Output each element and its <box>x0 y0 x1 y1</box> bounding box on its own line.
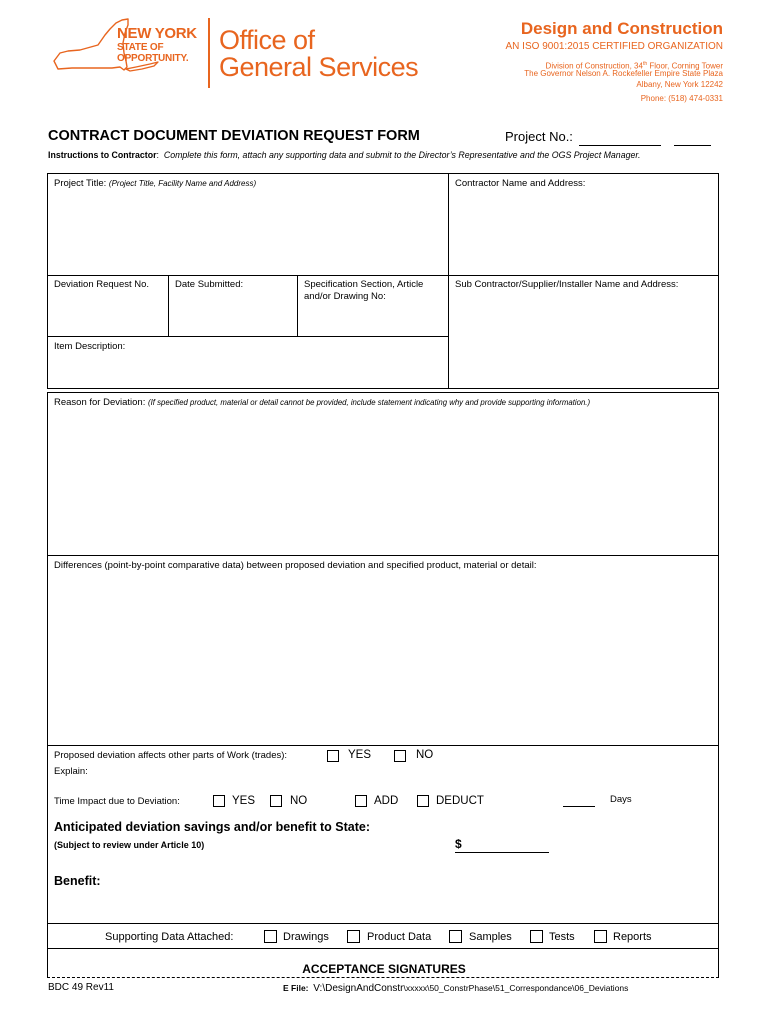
divider-v-3 <box>297 275 298 337</box>
ny-line1: NEW YORK <box>117 25 197 42</box>
product-data-checkbox[interactable] <box>347 930 360 943</box>
time-yes-checkbox[interactable] <box>213 795 225 807</box>
logo-divider <box>208 18 210 88</box>
address-line3: Albany, New York 12242 <box>636 80 723 89</box>
project-title-hint: (Project Title, Facility Name and Address) <box>108 179 257 188</box>
divider-h-4 <box>47 745 719 746</box>
acceptance-signatures-heading: ACCEPTANCE SIGNATURES <box>302 962 466 976</box>
differences-field[interactable] <box>54 560 714 740</box>
ogs-logo-text <box>219 27 418 81</box>
instructions-label: Instructions to Contractor <box>48 150 157 160</box>
project-no-suffix-field[interactable] <box>674 145 711 146</box>
dollar-sign: $ <box>455 837 462 851</box>
deviation-no-field[interactable]: Deviation Request No. <box>54 279 150 290</box>
benefit-label: Benefit: <box>54 874 101 888</box>
product-data-label: Product Data <box>367 931 432 943</box>
reason-label: Reason for Deviation: <box>54 397 148 408</box>
ny-line3: OPPORTUNITY. <box>117 53 189 64</box>
add-checkbox[interactable] <box>355 795 367 807</box>
efile-label: E File: <box>283 983 309 993</box>
efile-path-a: V:\DesignAndConstr <box>313 983 404 994</box>
affects-no-label: NO <box>416 749 434 761</box>
divider-v-main <box>448 173 449 389</box>
days-label: Days <box>610 794 632 805</box>
savings-sub-label: (Subject to review under Article 10) <box>54 840 205 850</box>
differences-colon: : <box>533 560 537 571</box>
subcontractor-field[interactable]: Sub Contractor/Supplier/Installer Name and Address: <box>455 279 679 290</box>
ny-line2: STATE OF <box>117 42 164 53</box>
explain-field[interactable]: Explain: <box>54 766 88 777</box>
instructions <box>48 150 708 161</box>
divider-h-5 <box>47 923 719 924</box>
time-no-label: NO <box>290 795 308 807</box>
differences-label: Differences (point-by-point comparative data) between proposed deviation and specified product, material or detail <box>54 560 534 571</box>
savings-label: Anticipated deviation savings and/or benefit to State: <box>54 820 371 834</box>
department-title: Design and Construction <box>520 19 723 38</box>
tests-checkbox[interactable] <box>530 930 543 943</box>
ogs-line2: General Services <box>219 52 419 82</box>
address-line2: The Governor Nelson A. Rockefeller Empire State Plaza <box>524 69 723 78</box>
deduct-label: DEDUCT <box>436 795 484 807</box>
project-no-field[interactable] <box>579 145 661 146</box>
time-no-checkbox[interactable] <box>270 795 282 807</box>
reports-checkbox[interactable] <box>594 930 607 943</box>
samples-label: Samples <box>469 931 512 943</box>
tests-label: Tests <box>549 931 575 943</box>
efile-path-b: \xxxxx\50_ConstrPhase\51_Correspondance\06_Deviations <box>403 983 629 993</box>
add-label: ADD <box>374 795 399 807</box>
spec-section-field[interactable]: Specification Section, Article and/or Drawing No: <box>304 279 424 302</box>
time-impact-label: Time Impact due to Deviation: <box>54 796 180 807</box>
form-number: BDC 49 Rev11 <box>48 982 114 993</box>
project-title-field[interactable] <box>54 178 434 273</box>
affects-yes-checkbox[interactable] <box>327 750 339 762</box>
reason-hint: (If specified product, material or detail cannot be provided, include statement indicating why and provide supporting information.) <box>148 398 591 407</box>
item-description-field[interactable]: Item Description: <box>54 341 126 352</box>
divider-h-3 <box>47 555 719 556</box>
ogs-line1: Office of <box>219 25 315 55</box>
deduct-checkbox[interactable] <box>417 795 429 807</box>
address1-sup: th <box>642 61 648 67</box>
form-title: CONTRACT DOCUMENT DEVIATION REQUEST FORM <box>48 128 420 144</box>
affects-yes-label: YES <box>348 749 372 761</box>
divider-h-1 <box>47 275 719 276</box>
instructions-colon: : <box>156 150 159 160</box>
project-title-label: Project Title: <box>54 178 109 189</box>
address1-post: Floor, Corning Tower <box>647 61 723 71</box>
efile-path <box>283 983 628 994</box>
date-submitted-field[interactable]: Date Submitted: <box>175 279 244 290</box>
affects-no-checkbox[interactable] <box>394 750 406 762</box>
affects-other-work-label: Proposed deviation affects other parts of Work (trades): <box>54 750 288 761</box>
time-yes-label: YES <box>232 795 256 807</box>
iso-certification: AN ISO 9001:2015 CERTIFIED ORGANIZATION <box>505 41 723 52</box>
supporting-data-label: Supporting Data Attached: <box>105 931 234 943</box>
divider-h-2 <box>47 336 449 337</box>
divider-v-2 <box>168 275 169 337</box>
drawings-checkbox[interactable] <box>264 930 277 943</box>
samples-checkbox[interactable] <box>449 930 462 943</box>
reason-field[interactable] <box>54 397 714 552</box>
days-field[interactable] <box>563 806 595 807</box>
phone-number: Phone: (518) 474-0331 <box>640 94 723 103</box>
ny-state-logo-text <box>117 26 197 64</box>
page-break-line <box>47 977 719 978</box>
project-no-label: Project No.: <box>505 129 573 144</box>
reports-label: Reports <box>613 931 652 943</box>
drawings-label: Drawings <box>283 931 329 943</box>
savings-amount-field[interactable] <box>455 852 549 853</box>
address1-pre: Division of Construction, 34 <box>545 61 643 71</box>
contractor-field[interactable]: Contractor Name and Address: <box>455 178 586 189</box>
instructions-text: Complete this form, attach any supporting data and submit to the Director’s Representative and the OGS Project Manager. <box>163 150 641 160</box>
